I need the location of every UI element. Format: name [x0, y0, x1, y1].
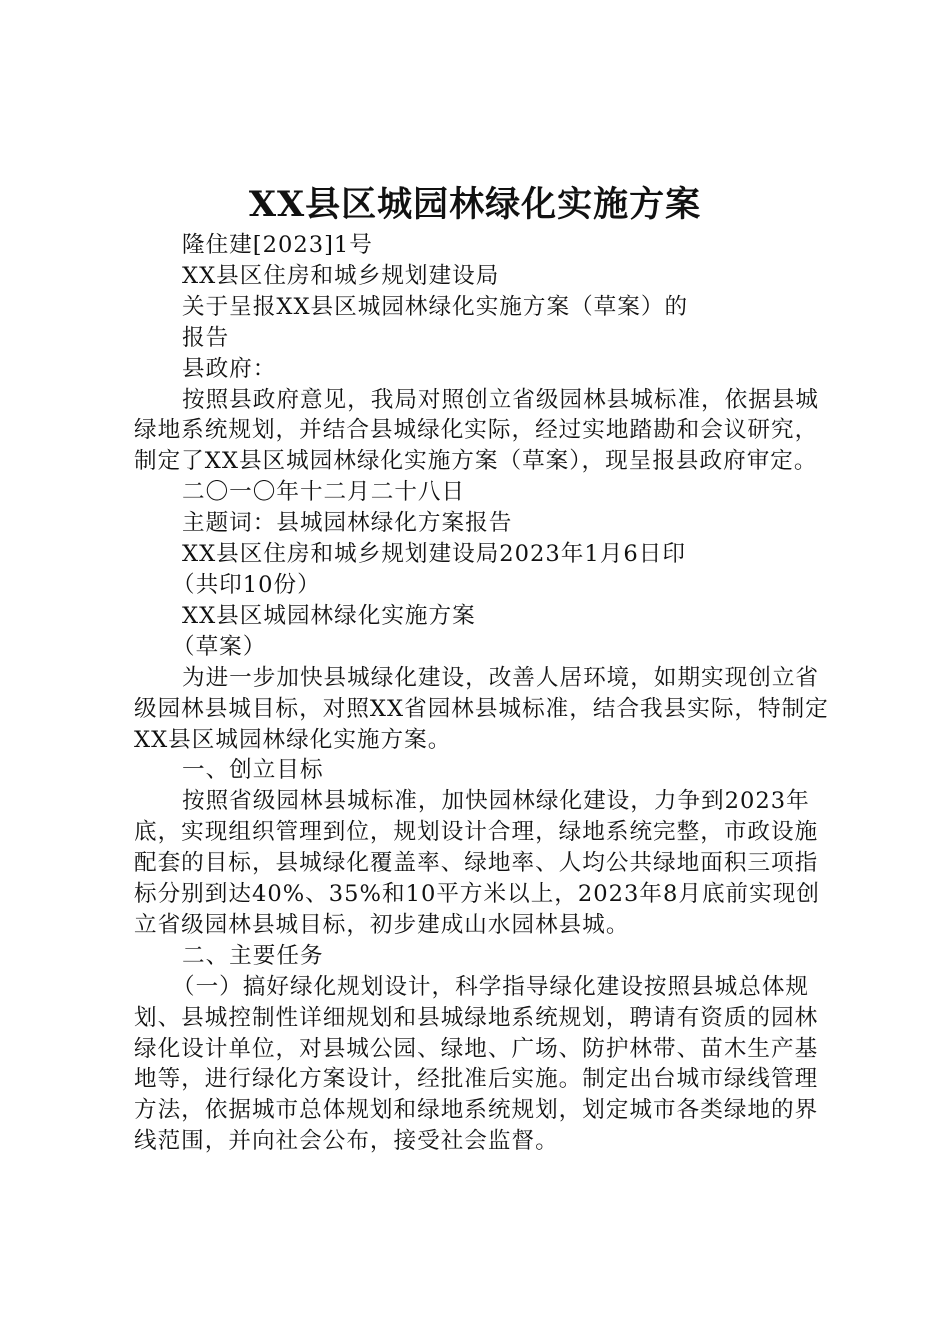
salutation: 县政府：	[182, 355, 277, 382]
document-body	[134, 230, 834, 1157]
issuing-agency: XX县区住房和城乡规划建设局	[182, 262, 500, 289]
paragraph: 按照省级园林县城标准，加快园林绿化建设，力争到2023年底，实现组织管理到位，规划设计合理，绿地系统完整，市政设施配套的目标，县城绿化覆盖率、绿地率、人均公共绿地面积三项指标分别到达40%、35%和10平方米以上，2023年8月底前实现创立省级园林县城目标，初步建成山水园林县城。	[134, 788, 820, 938]
document-title: XX县区城园林绿化实施方案	[248, 184, 702, 225]
doc-number: 隆住建[2023]1号	[182, 232, 373, 258]
copies-note: （共印10份）	[172, 571, 321, 598]
paragraph: 按照县政府意见，我局对照创立省级园林县城标准，依据县城绿地系统规划，并结合县城绿化实际，经过实地踏勘和会议研究，制定了XX县区城园林绿化实施方案（草案），现呈报县政府审定。	[134, 386, 820, 475]
subject-keywords: 主题词：县城园林绿化方案报告	[182, 510, 513, 537]
print-info: XX县区住房和城乡规划建设局2023年1月6日印	[182, 541, 686, 568]
section-heading: 一、创立目标	[182, 757, 324, 784]
report-subject-cont: 报告	[182, 324, 230, 351]
plan-title: XX县区城园林绿化实施方案	[182, 602, 476, 629]
paragraph: 为进一步加快县城绿化建设，改善人居环境，如期实现创立省级园林县城目标，对照XX省园林县城标准，结合我县实际，特制定XX县区城园林绿化实施方案。	[134, 664, 829, 753]
draft-note: （草案）	[172, 633, 267, 660]
section-heading: 二、主要任务	[182, 942, 324, 969]
report-subject: 关于呈报XX县区城园林绿化实施方案（草案）的	[182, 293, 689, 320]
report-date: 二〇一〇年十二月二十八日	[182, 479, 466, 506]
paragraph: （一）搞好绿化规划设计，科学指导绿化建设按照县城总体规划、县城控制性详细规划和县城绿地系统规划，聘请有资质的园林绿化设计单位，对县城公园、绿地、广场、防护林带、苗木生产基地等，进行绿化方案设计，经批准后实施。制定出台城市绿线管理方法，依据城市总体规划和绿地系统规划，划定城市各类绿地的界线范围，并向社会公布，接受社会监督。	[134, 973, 819, 1155]
